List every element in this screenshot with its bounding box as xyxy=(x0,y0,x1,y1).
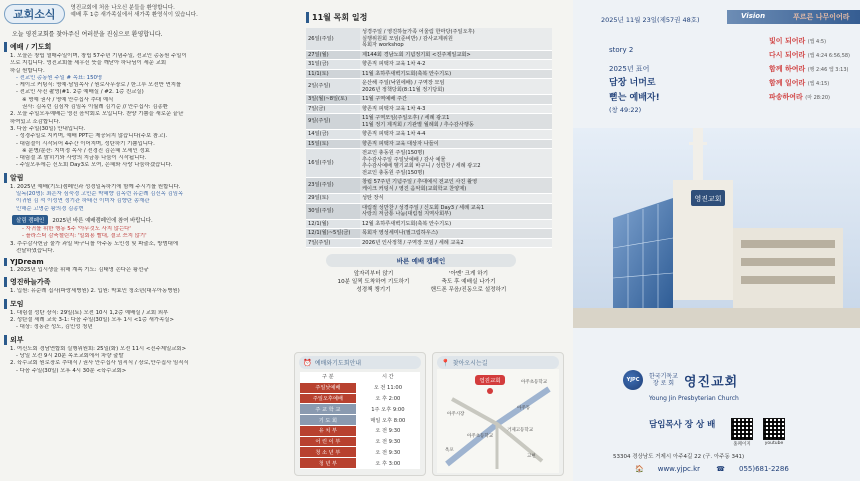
vision-steps xyxy=(769,38,859,108)
service-times-header xyxy=(299,356,421,369)
news-title: 교회소식 xyxy=(4,4,65,24)
external-line: - 다음 주일(30일) 오후 4시 30분 <육수교회> xyxy=(16,367,127,374)
service-row xyxy=(300,447,420,458)
schedule-date: 16일(주일) xyxy=(306,149,360,178)
service-row xyxy=(300,393,420,404)
church-name: 영진교회 xyxy=(683,374,739,390)
clock-icon: ⏰ xyxy=(303,358,312,367)
vision-step: 빛이 되어라 (앱 4:5) xyxy=(769,37,827,45)
service-name: 주일오후예배 xyxy=(300,393,356,404)
schedule-row xyxy=(306,149,552,178)
news-line: - 전교인 사진 촬영(#1. 2층 예배실 / #2. 1층 친교실) xyxy=(16,89,144,96)
year-theme-label: 2025년 표어 xyxy=(609,65,650,74)
schedule-date: 14일(금) xyxy=(306,130,360,140)
schedule-row xyxy=(306,130,552,140)
service-name: 청 년 부 xyxy=(300,458,356,469)
schedule-date: 31일(금) xyxy=(306,60,360,70)
schedule-event: 향존직 피택자 교육 대상자 나들이 xyxy=(360,139,552,149)
campaign-line: - 플라스틱 감축챌린지: '일회용 빨대, 결코 쓰지 않기' xyxy=(22,233,147,240)
service-row xyxy=(300,415,420,426)
news-line: 으로 지킵니다. 영진교회를 세우신 뜻을 깨닫아 하나님이 세운 교회 xyxy=(10,60,167,67)
schedule-event: 향존직 피택자 교육 1차 4-4 xyxy=(360,130,552,140)
news-line: - 주일오후에는 신도회 Day3로 모여, 은혜와 사랑 나눔하겠습니다. xyxy=(16,162,173,169)
campaign-item: 10분 일찍 도착하여 기도하기 xyxy=(337,279,410,286)
schedule-table xyxy=(306,28,552,248)
news-line: 1. 2025년 예배(기도)캠페인과 성경일독하기에 함께 주시기를 원합니다. xyxy=(10,183,181,190)
worship-lines xyxy=(4,53,276,170)
schedule-date: 30일(주일) xyxy=(306,203,360,219)
schedule-event: 전교인 총동원 주일(150명) 추수감사주일 주일낮예배 / 감사 예물 추수감사예배 벨기교회 바구니 / 성만찬 / 세례 광고2 전교인 총동원 주일(150명) xyxy=(360,149,552,178)
news-line: - 대림절이 시작되어 4주간 이어지며, 성탄하기 기쁨입니다. xyxy=(16,140,155,147)
news-line: 일독(20명): 최은자 심숙경 고민순 박혜향 김옥련 유순례 김신옥 김임옥 xyxy=(16,191,184,198)
schedule-date: 27일(월) xyxy=(306,50,360,60)
news-line: - 케이크 커팅식: 명예·담임목사 / 원로사무장로 / 한그루 오전반 연지를 xyxy=(16,82,182,89)
schedule-date: 2일(주일) xyxy=(306,79,360,95)
info-boxes xyxy=(294,352,564,476)
qr-label: 홈페이지 xyxy=(733,442,751,447)
schedule-date: 3일(월)~8일(토) xyxy=(306,95,360,105)
service-header-row xyxy=(300,372,420,382)
theme-line: 뻗는 예배자! xyxy=(609,93,660,104)
schedule-date: 23일(주일) xyxy=(306,178,360,194)
directions-header xyxy=(437,356,559,369)
map-label: 아주초등학교 xyxy=(521,380,548,385)
yjdream-line: 1. 2025년 입시생을 위해 계속 기도: 김태영 손다은 황선규 xyxy=(10,267,149,274)
schedule-column xyxy=(284,0,569,481)
vision-step: 함께 일어라 (엡 4:15) xyxy=(769,79,830,87)
schedule-date: 26일(주일) xyxy=(306,28,360,50)
schedule-row xyxy=(306,95,552,105)
campaign-badge: 살림 캠페인 xyxy=(12,215,48,225)
welcome-note xyxy=(71,5,198,19)
vision-subtitle: 푸르른 나무이어라 xyxy=(793,13,850,21)
schedule-date: 7일(주일) xyxy=(306,238,360,248)
contact-info xyxy=(635,465,803,473)
meeting-line: 1. 대림절 성탄 장식: 29일(토) 오전 10시 1,2층 예배실 / 교회 외부 xyxy=(10,309,169,316)
website-link[interactable]: www.yjpc.kr xyxy=(657,465,701,473)
service-row xyxy=(300,382,420,393)
service-name: 청 소 년 부 xyxy=(300,447,356,458)
map-label: 아주동 xyxy=(517,406,531,411)
news-line: 3. 다음 주일(30일) 안내입니다. xyxy=(10,125,86,132)
directions-box xyxy=(432,352,564,476)
notice-line: 전달하였습니다. xyxy=(16,247,55,254)
phone-icon: ☎ xyxy=(716,465,725,473)
directions-map xyxy=(437,369,559,473)
section-heading-notice: 알림 xyxy=(4,173,276,183)
schedule-row xyxy=(306,194,552,204)
schedule-event: 향존직 피택자 교육 1차 4-3 xyxy=(360,104,552,114)
news-line: ※ 명예 권사 / 명예 안수집사 추대 예식 xyxy=(22,96,114,103)
theme-line: 담장 너머로 xyxy=(609,78,656,89)
campaign-item: 성경책 챙기기 xyxy=(356,287,391,294)
service-time: 오 전 9:30 xyxy=(356,425,420,436)
news-line: 하길 원합니다. xyxy=(10,67,45,74)
map-label: 고현 xyxy=(527,454,536,459)
service-time: 오 전 11:00 xyxy=(356,382,420,393)
news-line: 2. 오늘 주일오후예배는 영진 음악회로 모입니다. 찬양 기쁨을 새로운 끝난 xyxy=(10,111,184,118)
phone-number: 055)681-2286 xyxy=(738,465,789,473)
church-news-column xyxy=(0,0,282,481)
schedule-row xyxy=(306,238,552,248)
notice-line: 3. 추수감사헌금 물가 과일 바구니를 아주동 노인정 및 파출소, 방범대에 xyxy=(10,240,179,247)
schedule-row xyxy=(306,28,552,50)
news-line: - 전교인 총동원 주일 # 목표: 150명 xyxy=(16,74,103,81)
campaign-title: 바른 예배 캠페인 xyxy=(326,254,516,267)
schedule-event: 대림절 성만찬 / 성경주일 / 신도회 Day3 / 세례 교육1 사랑의 저금통 나눔(대림절 지역사회부) xyxy=(360,203,552,219)
schedule-row xyxy=(306,104,552,114)
qr-code-icon xyxy=(763,418,785,440)
schedule-date: 7일(금) xyxy=(306,104,360,114)
family-line: 1. 입원: 유순례 집사(파랑세병원) 2. 입원: 박효민 청소년(대우아동병원) xyxy=(10,288,180,295)
schedule-event: 11월 구역모임(주일오후) / 세례 광고1 11월 정기 제직회 / 기관별 월례회 / 추수감사행동 xyxy=(360,114,552,130)
news-line: 권사: 김옥련 김심자 김임옥 이월례 김기순 // 안수집사: 김종환 xyxy=(22,104,168,111)
campaign-grid xyxy=(326,270,516,294)
schedule-event: 목회자 영성세미나(필그림하우스) xyxy=(360,229,552,239)
schedule-date: 9일(주일) xyxy=(306,114,360,130)
map-label: 아주시장 xyxy=(447,412,465,417)
qr-label: youtube xyxy=(764,441,784,446)
service-row xyxy=(300,436,420,447)
qr-code-icon xyxy=(731,418,753,440)
service-row xyxy=(300,404,420,415)
directions-title: 찾아오시는길 xyxy=(452,360,488,367)
news-line: ※ 분병/분잔: 지미정 목사 / 전경진 김은혜 오세인 정효 xyxy=(22,147,150,154)
schedule-event: 성탄 장식 xyxy=(360,194,552,204)
church-building-image xyxy=(573,128,860,328)
map-drawing xyxy=(437,369,559,473)
schedule-row xyxy=(306,203,552,219)
schedule-row xyxy=(306,60,552,70)
campaign-promo-text: 2025년 바른 예배캠페인에 참여 바랍니다. xyxy=(52,217,153,224)
service-time: 1주 오후 9:00 xyxy=(356,404,420,415)
schedule-row xyxy=(306,229,552,239)
schedule-date: 15일(토) xyxy=(306,139,360,149)
vision-step: 다시 되어라 (앱 4:24 6:56,58) xyxy=(769,51,851,59)
news-subtitle: 오늘 영진교회를 찾아주신 여러분을 진심으로 환영합니다. xyxy=(12,31,163,38)
schedule-title: 11월 목회 일정 xyxy=(306,12,561,23)
schedule-event: 2026년 인사정책 / 구역장 모임 / 세례 교육2 xyxy=(360,238,552,248)
schedule-date: 12/1(월)~5일(금) xyxy=(306,229,360,239)
building-sign-text: 영진교회 xyxy=(694,195,722,203)
schedule-date: 12/1(월) xyxy=(306,219,360,229)
map-label: 거제고등학교 xyxy=(507,428,534,433)
cover-theme xyxy=(609,46,660,114)
service-times-box xyxy=(294,352,426,476)
external-line: - 당일 오전 9시 20분 목포교회에서 차량 출발 xyxy=(16,352,124,359)
schedule-date: 29일(토) xyxy=(306,194,360,204)
campaign-item: '아멘' 크게 하기 xyxy=(448,271,489,277)
news-line: - 성경주일로 지키며, 예배 PPT는 제공되지 않습니다(주보 참고). xyxy=(16,133,168,140)
campaign-line: - 자귀를 위한 행동 5주 '아무것도 사지 않는다' xyxy=(22,225,131,232)
vision-step: 파송하여라 (마 28:20) xyxy=(769,93,830,101)
news-line: 1. 오늘은 창립 열매주일이며, 창립 57주년 기념주일, 전교인 총동원 주일이 xyxy=(10,53,187,59)
map-label: 옥포 xyxy=(445,448,454,453)
news-line: - 대림절 초 밝히기와 사랑의 지금통 나눔이 시작됩니다. xyxy=(16,155,147,162)
homepage-qr[interactable] xyxy=(731,418,753,447)
schedule-row xyxy=(306,178,552,194)
notice-lines xyxy=(4,184,276,213)
section-heading-yjdream: YJDream xyxy=(4,258,276,266)
news-header xyxy=(4,4,276,24)
schedule-event: 제144회 경남노회 기념정기회 <진주제일교회> xyxy=(360,50,552,60)
denomination-label: 한국기독교 장 로 회 xyxy=(649,372,678,387)
service-times-table xyxy=(300,372,420,469)
service-name: 기 도 회 xyxy=(300,415,356,426)
vision-label: Vision xyxy=(741,12,766,20)
schedule-row xyxy=(306,79,552,95)
service-time: 오 후 3:00 xyxy=(356,458,420,469)
map-label: 아주초등학교 xyxy=(467,434,494,439)
schedule-event: 창립 57주년 기념주일 / 추대예식 전교인 사진 촬영 케이크 커팅식 / 영진 음악회(교회학교 찬양제) xyxy=(360,178,552,194)
news-line: 이귀원 김 석 이성연 정기관 하태건 이미자 김향란 송재관 xyxy=(16,198,150,205)
service-row xyxy=(300,458,420,469)
service-time: 오 전 9:30 xyxy=(356,447,420,458)
service-name: 주 교 학 교 xyxy=(300,404,356,415)
external-line: 1. 여신도회 경남연합회 실행위원회: 25일(화) 오전 11시 <진주제일교회> xyxy=(10,345,187,352)
campaign-item: 앞자리부터 앉기 xyxy=(353,271,394,277)
service-name: 주일낮예배 xyxy=(300,382,356,393)
service-times-title: 예배와기도회안내 xyxy=(314,360,362,367)
campaign-item: 축도 후 예배실 나가기 xyxy=(441,279,496,286)
campaign-promo xyxy=(12,215,276,225)
church-logo xyxy=(623,370,738,390)
schedule-row xyxy=(306,50,552,60)
youtube-qr[interactable] xyxy=(763,418,785,447)
schedule-row xyxy=(306,219,552,229)
schedule-event: 향존직 피택자 교육 1차 4-2 xyxy=(360,60,552,70)
story-label: story 2 xyxy=(609,46,634,54)
section-heading-external: 외부 xyxy=(4,335,276,345)
section-heading-meetings: 모임 xyxy=(4,299,276,309)
schedule-event: 운산해 주일(낙원에배) / 구역장 모임 2026년 정책당회(8:11월 정기당회) xyxy=(360,79,552,95)
welcome-line: 예배 후 1층 새가족실에서 새가족 환영식이 있습니다. xyxy=(70,12,198,19)
external-line: 2. 육수교회 원로장로 추대식 / 권사 안수집사 임직식 / 장로,안수집사 임직식 xyxy=(10,360,189,367)
schedule-event: 12월 초하루새벽기도회(축복 안수기도) xyxy=(360,219,552,229)
church-emblem-icon: YJPC xyxy=(623,370,643,390)
worship-campaign xyxy=(326,254,516,294)
meeting-line: - 대상: 정동관 성도, 김민성 청년 xyxy=(16,324,93,331)
news-line: 하여있고 소감합니다. xyxy=(10,118,61,125)
service-row xyxy=(300,425,420,436)
meeting-line: 2. 성탄절 세례 교육 3-1: 다음 주일(30일) 오후 1시 <1층 새가족실> xyxy=(10,317,175,324)
news-line: 인해순 고명순 황의경 김종현 xyxy=(16,205,84,212)
service-header-cell: 시 간 xyxy=(356,372,420,382)
service-time: 오 후 2:00 xyxy=(356,393,420,404)
section-heading-family: 영진하늘가족 xyxy=(4,277,276,287)
theme-reference: (창 49:22) xyxy=(609,105,642,114)
website-icon: 🏠 xyxy=(635,465,644,473)
cover-column xyxy=(573,0,860,481)
map-label-church: 영진교회 xyxy=(479,378,501,385)
schedule-event: 성경주일 / 영진하늘가족 어울림 한마당(주일오후) 실행위원회 모임(준비반) / 감사교제위원 목회자 workshop xyxy=(360,28,552,50)
schedule-row xyxy=(306,139,552,149)
service-time: 오 전 9:30 xyxy=(356,436,420,447)
schedule-row xyxy=(306,114,552,130)
senior-pastor: 담임목사 장 상 배 xyxy=(649,420,716,430)
campaign-item: 핸드폰 무음/진동으로 설정하기 xyxy=(430,287,507,294)
service-header-cell: 구 분 xyxy=(300,372,356,382)
schedule-event: 11월 구역예배 주간 xyxy=(360,95,552,105)
church-address: 53304 경상남도 거제시 아주4길 22 (구. 아주동 341) xyxy=(613,454,745,460)
church-name-english: Young Jin Presbyterian Church xyxy=(649,395,739,402)
map-pin-icon: 📍 xyxy=(441,358,450,367)
welcome-line: 영진교회에 처음 나오신 분들을 환영합니다. xyxy=(70,5,175,11)
service-time: 매일 오후 8:00 xyxy=(356,415,420,426)
schedule-event: 11월 초하루새벽기도회(축복 안수기도) xyxy=(360,69,552,79)
service-name: 어 린 이 부 xyxy=(300,436,356,447)
section-heading-worship: 예배 / 기도회 xyxy=(4,42,276,52)
issue-date: 2025년 11월 23일(제57권 48호) xyxy=(601,16,700,24)
service-name: 유 치 부 xyxy=(300,425,356,436)
schedule-date: 11/1(토) xyxy=(306,69,360,79)
schedule-row xyxy=(306,69,552,79)
vision-step: 함께 하여라 (행 2:46 엡 3:13) xyxy=(769,65,849,73)
qr-codes xyxy=(731,418,785,447)
